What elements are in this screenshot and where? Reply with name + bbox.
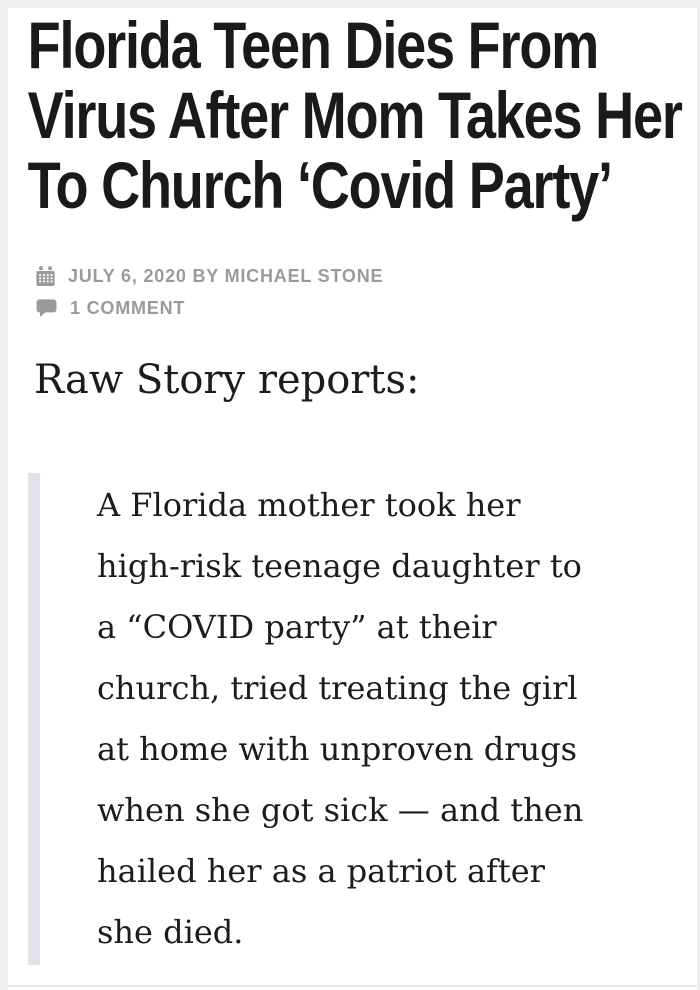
quote-line: at home with unproven drugs — [97, 730, 578, 768]
section-divider — [8, 985, 697, 987]
calendar-icon — [36, 266, 55, 287]
quote-line: a “COVID party” at their — [97, 608, 497, 646]
quote-line: A Florida mother took her — [97, 486, 521, 524]
comment-icon — [36, 299, 57, 318]
post-comments[interactable] — [36, 298, 697, 319]
quote-line: when she got sick — and then — [97, 791, 584, 829]
quote-line: she died. — [97, 913, 244, 951]
quote-line: church, tried treating the girl — [97, 669, 578, 707]
intro-paragraph: Raw Story reports: — [34, 357, 420, 403]
quote-line: hailed her as a patriot after — [97, 852, 545, 890]
post-meta — [36, 266, 697, 319]
post-date-author — [36, 266, 697, 287]
article-title-line: Virus After Mom Takes Her — [27, 78, 682, 152]
article-title-line: Florida Teen Dies From — [27, 8, 599, 82]
quote-line: high-risk teenage daughter to — [97, 547, 582, 585]
article-title-line: To Church ‘Covid Party’ — [27, 148, 612, 222]
article-blockquote — [28, 473, 697, 965]
post-date-author-label: JULY 6, 2020 BY MICHAEL STONE — [68, 266, 384, 286]
article-title — [8, 8, 682, 222]
comments-link[interactable]: 1 COMMENT — [70, 298, 186, 318]
